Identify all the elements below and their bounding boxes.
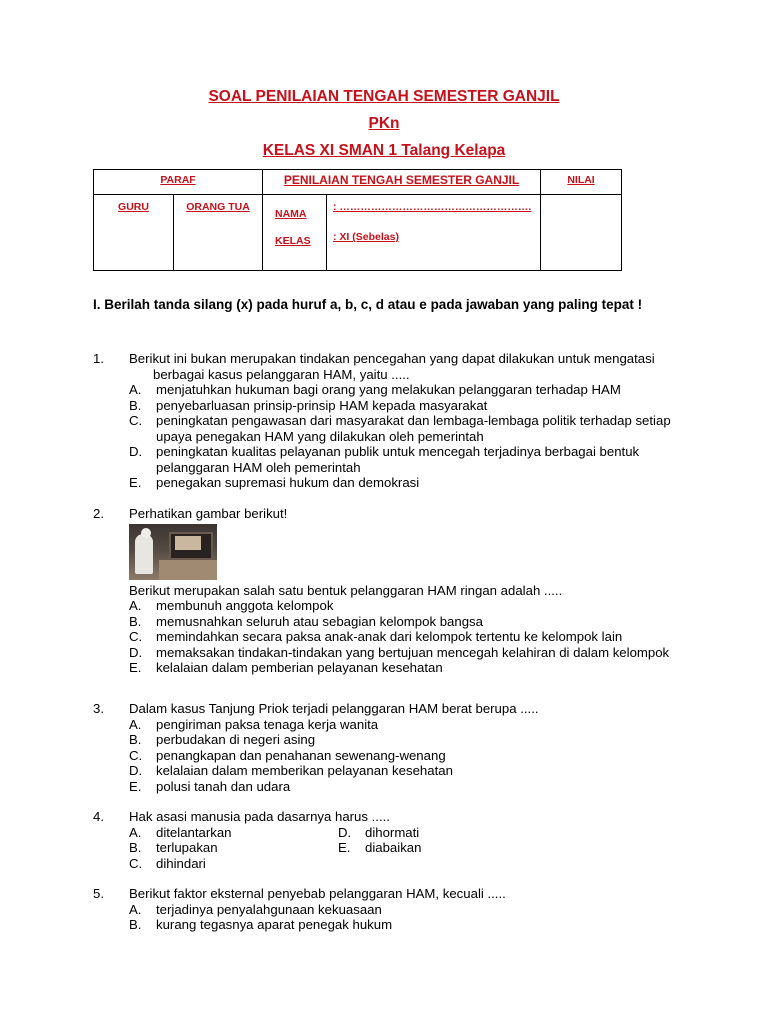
option-c[interactable]: C. dihindari <box>129 855 206 871</box>
subject-title: PKn <box>368 115 400 132</box>
orang-tua-signature-cell <box>174 195 263 271</box>
question-photo <box>129 524 217 580</box>
option-a[interactable]: A. menjatuhkan hukuman bagi orang yang melakukan pelanggaran terhadap HAM <box>129 382 621 397</box>
option-a[interactable]: A. pengiriman paksa tenaga kerja wanita <box>129 716 379 732</box>
option-c[interactable]: C. memindahkan secara paksa anak-anak dari kelompok tertentu ke kelompok lain <box>129 629 623 644</box>
student-label-cell <box>263 195 327 271</box>
guru-signature-cell <box>94 195 174 271</box>
question-text: Berikut ini bukan merupakan tindakan pencegahan yang dapat dilakukan untuk mengatasi berbagai kasus pelanggaran HAM, yaitu ..... <box>129 351 655 382</box>
section-instruction: I. Berilah tanda silang (x) pada huruf a, b, c, d atau e pada jawaban yang paling tepat ! <box>93 297 643 312</box>
question-text: Hak asasi manusia pada dasarnya harus ..... <box>129 809 390 824</box>
option-d[interactable]: dihormati <box>365 824 420 840</box>
question-text: Dalam kasus Tanjung Priok terjadi pelanggaran HAM berat berupa ..... <box>129 701 539 716</box>
option-e[interactable]: E. polusi tanah dan udara <box>129 778 291 794</box>
option-c[interactable]: C. peningkatan pengawasan dari masyarakat dan lembaga-lembaga politik terhadap setiap upaya penegakan HAM yang dilakukan oleh pemerintah <box>129 413 671 444</box>
option-d[interactable]: D. kelalaian dalam memberikan pelayanan kesehatan <box>129 763 453 778</box>
question-intro: Perhatikan gambar berikut! <box>129 506 288 521</box>
option-b[interactable]: B. penyebarluasan prinsip-prinsip HAM kepada masyarakat <box>129 397 488 413</box>
pts-header: PENILAIAN TENGAH SEMESTER GANJIL <box>263 170 541 195</box>
option-a[interactable]: A. terjadinya penyalahgunaan kekuasaan <box>129 901 382 917</box>
option-b[interactable]: B. kurang tegasnya aparat penegak hukum <box>129 917 393 932</box>
kelas-value: : XI (Sebelas) <box>333 231 399 243</box>
option-e-letter: E. <box>338 840 351 855</box>
option-b[interactable]: B. memusnahkan seluruh atau sebagian kelompok bangsa <box>129 613 483 629</box>
question-2 <box>93 506 683 676</box>
question-5 <box>93 886 683 933</box>
option-e[interactable]: E. kelalaian dalam pemberian pelayanan kesehatan <box>129 660 443 675</box>
question-3 <box>93 701 683 794</box>
question-number: 3. <box>93 701 104 716</box>
option-d-letter: D. <box>338 824 352 840</box>
option-a[interactable]: A. membunuh anggota kelompok <box>129 598 334 613</box>
question-number: 2. <box>93 506 104 521</box>
question-number: 4. <box>93 809 104 824</box>
signature-info-table <box>93 169 622 271</box>
question-4: 4. Hak asasi manusia pada dasarnya harus ..... A. ditelantarkan D. dihormati B. terlupakan E. diabaikan C. dihindari <box>93 809 683 871</box>
option-b[interactable]: B. perbudakan di negeri asing <box>129 732 316 747</box>
option-b[interactable]: terlupakan <box>156 840 218 855</box>
nilai-score-cell <box>541 195 622 271</box>
option-a[interactable]: ditelantarkan <box>156 824 232 840</box>
nama-label: NAMA <box>275 208 307 220</box>
option-d[interactable]: D. peningkatan kualitas pelayanan publik untuk mencegah terjadinya berbagai bentuk pelanggaran HAM oleh pemerintah <box>129 444 640 475</box>
orang-tua-label: ORANG TUA <box>186 201 250 213</box>
question-1 <box>93 351 683 491</box>
option-e[interactable]: E. penegakan supremasi hukum dan demokrasi <box>129 475 420 490</box>
option-e[interactable]: diabaikan <box>365 840 422 855</box>
question-number: 1. <box>93 351 104 366</box>
student-value-cell <box>327 195 541 271</box>
paraf-header: PARAF <box>94 170 263 195</box>
guru-label: GURU <box>118 201 149 213</box>
option-d[interactable]: D. memaksakan tindakan-tindakan yang bertujuan mencegah kelahiran di dalam kelompok <box>129 644 670 660</box>
question-text: Berikut merupakan salah satu bentuk pelanggaran HAM ringan adalah ..... <box>129 582 563 598</box>
option-c[interactable]: C. penangkapan dan penahanan sewenang-wenang <box>129 747 446 763</box>
document-title: SOAL PENILAIAN TENGAH SEMESTER GANJIL <box>208 88 560 105</box>
kelas-label: KELAS <box>275 235 311 247</box>
class-title: KELAS XI SMAN 1 Talang Kelapa <box>262 142 506 159</box>
nama-value[interactable]: : ………………………………………………. <box>333 201 532 213</box>
nilai-header: NILAI <box>541 170 622 195</box>
question-number: 5. <box>93 886 104 901</box>
question-text: Berikut faktor eksternal penyebab pelanggaran HAM, kecuali ..... <box>129 886 506 901</box>
